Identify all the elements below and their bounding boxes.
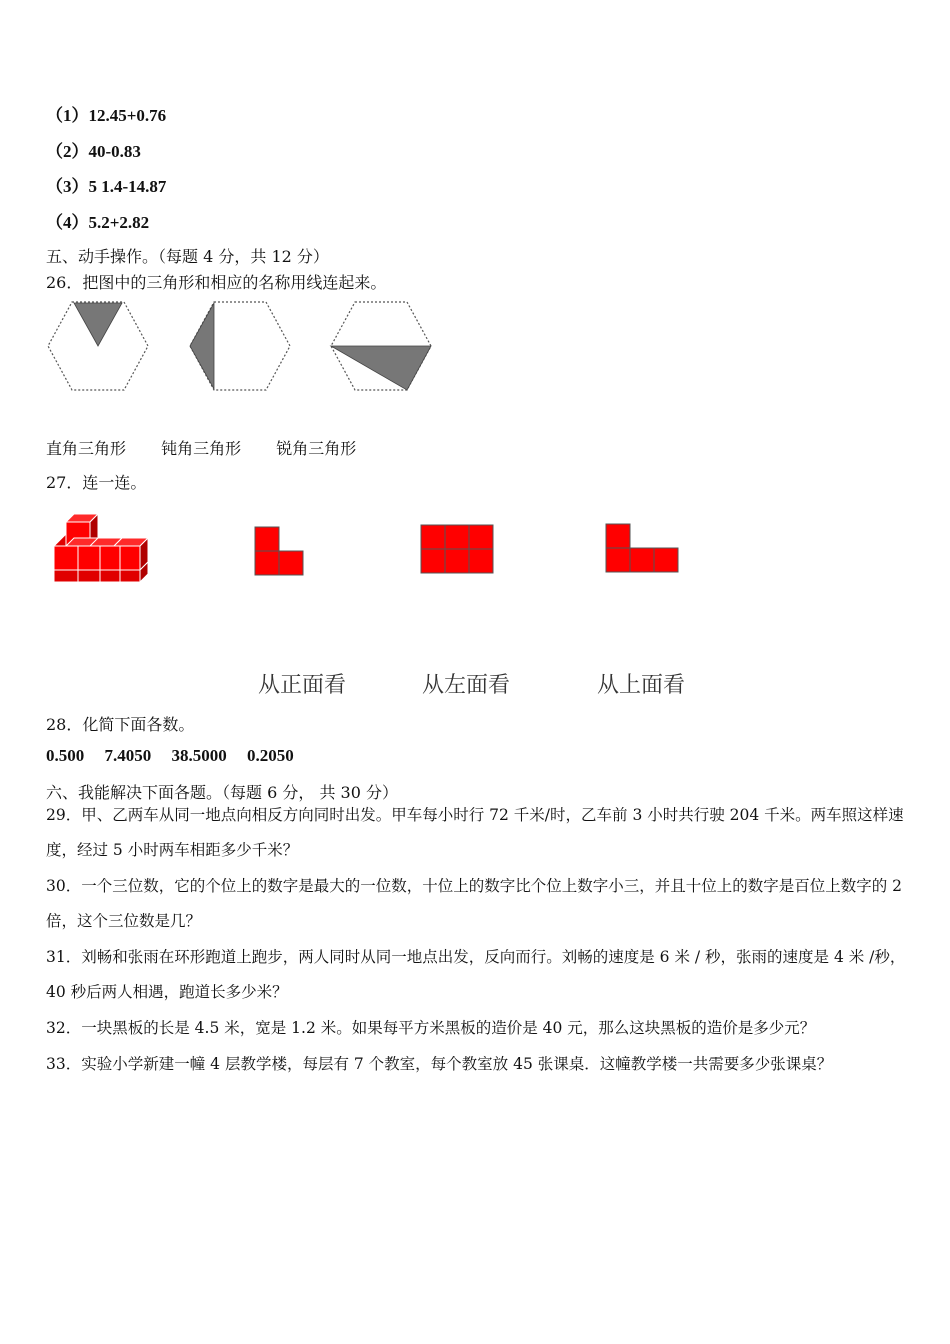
q27-text: 27．连一连。 (46, 473, 147, 492)
cube-stack-figure (52, 510, 152, 586)
question-29: 29．甲、乙两车从同一地点向相反方向同时出发。甲车每小时行 72 千米/时，乙车前 3 小时共行驶 204 千米。两车照这样速度，经过 5 小时两车相距多少千米？ (46, 806, 904, 859)
view-shape-l (254, 526, 306, 578)
calc-item-1: （1）12.45+0.76 (46, 106, 167, 125)
q28-text: 28．化简下面各数。 (46, 715, 195, 734)
question-30: 30．一个三位数，它的个位上的数字是最大的一位数，十位上的数字比个位上数字小三，并且十位上的数字是百位上数字的 2 倍，这个三位数是几？ (46, 877, 903, 930)
section-five-title: 五、动手操作。（每题 4 分，共 12 分） (46, 247, 329, 266)
view-label-left: 从左面看 (422, 673, 511, 698)
view-label-front: 从正面看 (258, 673, 347, 698)
hexagon-figure-3 (329, 300, 433, 392)
number-1: 0.500 (46, 746, 85, 765)
question-31: 31．刘畅和张雨在环形跑道上跑步，两人同时从同一地点出发，反向而行。刘畅的速度是 6 米 / 秒，张雨的速度是 4 米 /秒，40 秒后两人相遇，跑道长多少米？ (46, 948, 906, 1001)
view-shape-long-l (605, 523, 681, 575)
number-3: 38.5000 (171, 746, 227, 765)
calc-item-2: （2）40-0.83 (46, 142, 141, 161)
number-4: 0.2050 (247, 746, 294, 765)
view-label-top: 从上面看 (597, 673, 686, 698)
label-right-triangle: 直角三角形 (46, 439, 127, 458)
q26-labels (46, 436, 386, 459)
hexagon-figure-1 (46, 300, 150, 392)
q26-text: 26．把图中的三角形和相应的名称用线连起来。 (46, 273, 387, 292)
label-acute-triangle: 锐角三角形 (276, 439, 357, 458)
question-33: 33．实验小学新建一幢 4 层教学楼，每层有 7 个教室，每个教室放 45 张课桌．这幢教学楼一共需要多少张课桌？ (46, 1055, 833, 1073)
question-32: 32．一块黑板的长是 4.5 米，宽是 1.2 米。如果每平方米黑板的造价是 40 元，那么这块黑板的造价是多少元？ (46, 1019, 816, 1037)
q28-numbers (46, 746, 310, 766)
calc-item-3: （3）5 1.4-14.87 (46, 177, 167, 196)
calc-item-4: （4）5.2+2.82 (46, 213, 150, 232)
number-2: 7.4050 (104, 746, 152, 765)
hexagon-figure-2 (188, 300, 292, 392)
section-six-title: 六、我能解决下面各题。（每题 6 分， 共 30 分） (46, 783, 398, 802)
label-obtuse-triangle: 钝角三角形 (161, 439, 242, 458)
view-shape-rect (420, 524, 496, 576)
